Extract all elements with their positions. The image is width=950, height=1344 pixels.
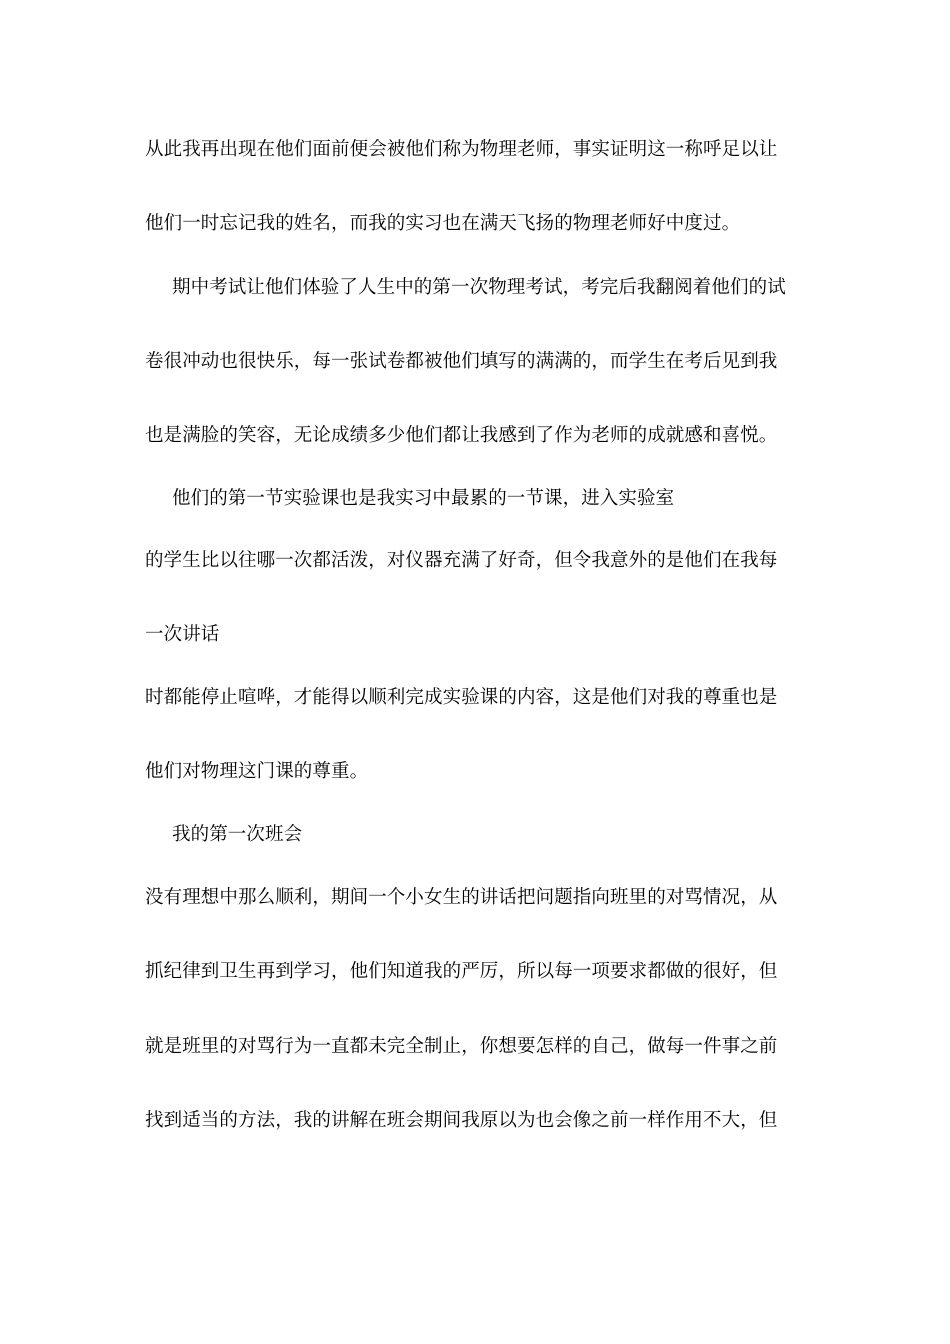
text-line: 一次讲话 bbox=[145, 624, 220, 645]
text-line: 就是班里的对骂行为一直都未完全制止，你想要怎样的自己，做每一件事之前 bbox=[145, 1036, 778, 1057]
text-line: 卷很冲动也很快乐，每一张试卷都被他们填写的满满的，而学生在考后见到我 bbox=[145, 351, 778, 372]
text-line: 时都能停止喧哗，才能得以顺利完成实验课的内容，这是他们对我的尊重也是 bbox=[145, 687, 778, 708]
text-line: 没有理想中那么顺利，期间一个小女生的讲话把问题指向班里的对骂情况，从 bbox=[145, 887, 778, 908]
text-line: 他们对物理这门课的尊重。 bbox=[145, 761, 369, 782]
text-line: 从此我再出现在他们面前便会被他们称为物理老师，事实证明这一称呼足以让 bbox=[145, 139, 778, 160]
paragraph-start-line: 他们的第一节实验课也是我实习中最累的一节课，进入实验室 bbox=[172, 488, 675, 509]
paragraph-start-line: 期中考试让他们体验了人生中的第一次物理考试，考完后我翻阅着他们的试 bbox=[172, 277, 786, 298]
section-heading-line: 我的第一次班会 bbox=[172, 824, 303, 845]
text-line: 他们一时忘记我的姓名，而我的实习也在满天飞扬的物理老师好中度过。 bbox=[145, 213, 741, 234]
text-line: 的学生比以往哪一次都活泼，对仪器充满了好奇，但令我意外的是他们在我每 bbox=[145, 550, 778, 571]
text-line: 找到适当的方法，我的讲解在班会期间我原以为也会像之前一样作用不大，但 bbox=[145, 1110, 778, 1131]
text-line: 抓纪律到卫生再到学习，他们知道我的严厉，所以每一项要求都做的很好，但 bbox=[145, 961, 778, 982]
text-line: 也是满脸的笑容，无论成绩多少他们都让我感到了作为老师的成就感和喜悦。 bbox=[145, 425, 778, 446]
